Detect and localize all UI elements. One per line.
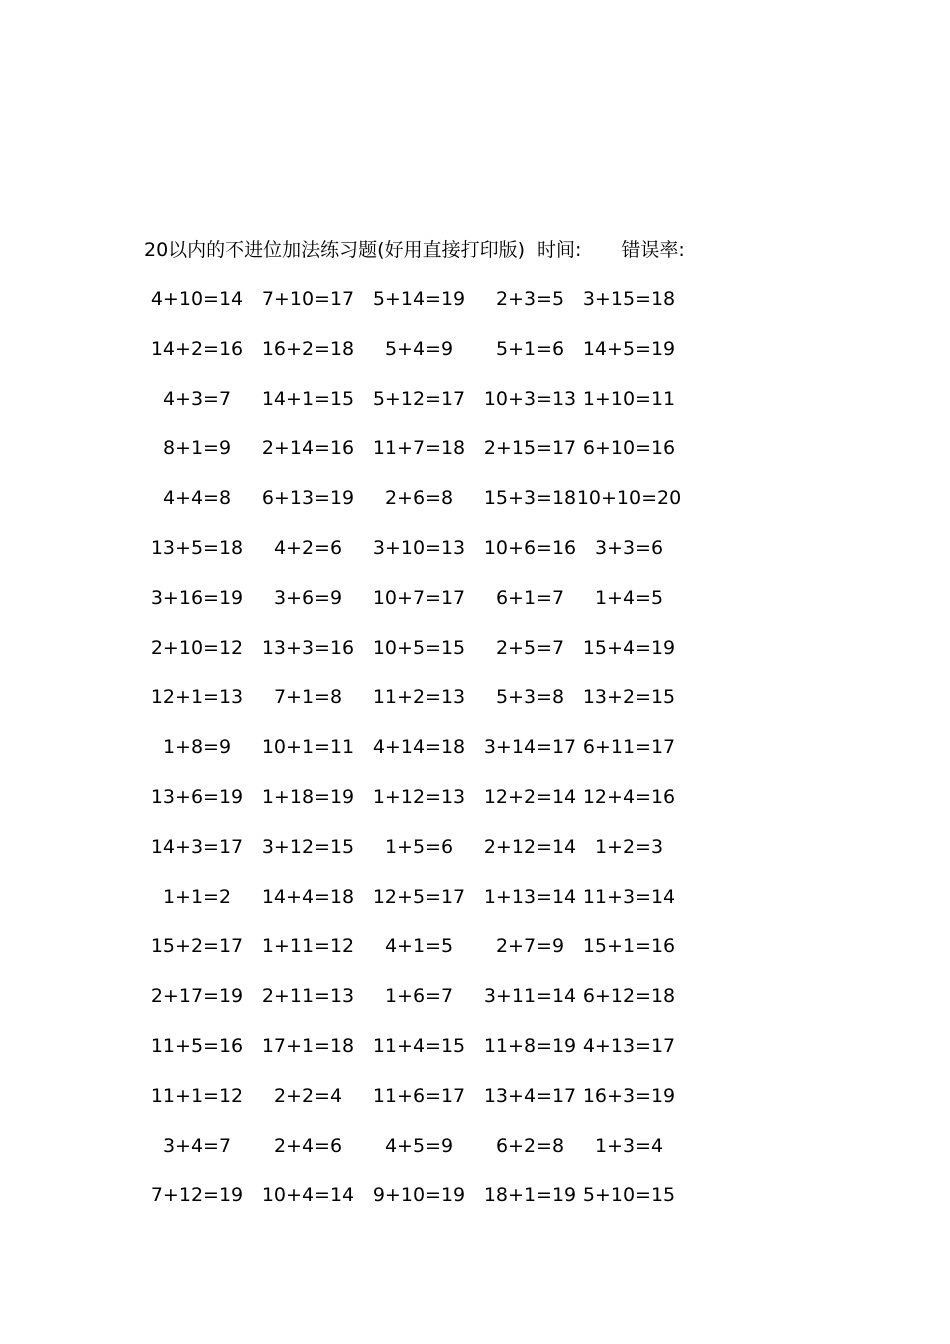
addition-problem: 11+7=18 — [372, 437, 466, 459]
addition-problem: 2+12=14 — [483, 836, 577, 858]
addition-problem: 1+11=12 — [261, 935, 355, 957]
problem-row — [0, 334, 950, 364]
addition-problem: 1+18=19 — [261, 786, 355, 808]
addition-problem: 14+2=16 — [150, 338, 244, 360]
addition-problem: 16+2=18 — [261, 338, 355, 360]
addition-problem: 6+1=7 — [495, 587, 565, 609]
addition-problem: 1+5=6 — [384, 836, 454, 858]
addition-problem: 13+2=15 — [582, 686, 676, 708]
addition-problem: 5+3=8 — [495, 686, 565, 708]
addition-problem: 2+15=17 — [483, 437, 577, 459]
addition-problem: 7+12=19 — [150, 1184, 244, 1206]
addition-problem: 4+5=9 — [384, 1135, 454, 1157]
problem-row — [0, 782, 950, 812]
addition-problem: 14+4=18 — [261, 886, 355, 908]
addition-problem: 2+2=4 — [273, 1085, 343, 1107]
addition-problem: 10+10=20 — [576, 487, 682, 509]
addition-problem: 11+8=19 — [483, 1035, 577, 1057]
problem-row — [0, 682, 950, 712]
addition-problem: 3+15=18 — [582, 288, 676, 310]
addition-problem: 15+2=17 — [150, 935, 244, 957]
addition-problem: 2+4=6 — [273, 1135, 343, 1157]
problem-row — [0, 284, 950, 314]
problem-row — [0, 1031, 950, 1061]
problem-row — [0, 981, 950, 1011]
addition-problem: 14+1=15 — [261, 388, 355, 410]
problem-row — [0, 1081, 950, 1111]
addition-problem: 1+2=3 — [594, 836, 664, 858]
addition-problem: 1+10=11 — [582, 388, 676, 410]
addition-problem: 10+6=16 — [483, 537, 577, 559]
problem-row — [0, 732, 950, 762]
problem-row — [0, 633, 950, 663]
addition-problem: 11+1=12 — [150, 1085, 244, 1107]
problem-row — [0, 433, 950, 463]
addition-problem: 2+14=16 — [261, 437, 355, 459]
problem-row — [0, 931, 950, 961]
addition-problem: 11+5=16 — [150, 1035, 244, 1057]
problem-row — [0, 384, 950, 414]
addition-problem: 15+3=18 — [483, 487, 577, 509]
addition-problem: 13+6=19 — [150, 786, 244, 808]
addition-problem: 4+2=6 — [273, 537, 343, 559]
addition-problem: 7+10=17 — [261, 288, 355, 310]
addition-problem: 5+14=19 — [372, 288, 466, 310]
problem-row — [0, 583, 950, 613]
addition-problem: 6+2=8 — [495, 1135, 565, 1157]
addition-problem: 3+12=15 — [261, 836, 355, 858]
addition-problem: 10+4=14 — [261, 1184, 355, 1206]
addition-problem: 16+3=19 — [582, 1085, 676, 1107]
addition-problem: 5+12=17 — [372, 388, 466, 410]
addition-problem: 10+7=17 — [372, 587, 466, 609]
addition-problem: 15+1=16 — [582, 935, 676, 957]
addition-problem: 3+14=17 — [483, 736, 577, 758]
addition-problem: 4+13=17 — [582, 1035, 676, 1057]
addition-problem: 7+1=8 — [273, 686, 343, 708]
addition-problem: 4+4=8 — [162, 487, 232, 509]
addition-problem: 3+6=9 — [273, 587, 343, 609]
addition-problem: 15+4=19 — [582, 637, 676, 659]
addition-problem: 4+14=18 — [372, 736, 466, 758]
problem-row — [0, 1180, 950, 1210]
addition-problem: 6+10=16 — [582, 437, 676, 459]
addition-problem: 8+1=9 — [162, 437, 232, 459]
addition-problem: 13+4=17 — [483, 1085, 577, 1107]
addition-problem: 2+6=8 — [384, 487, 454, 509]
addition-problem: 2+3=5 — [495, 288, 565, 310]
addition-problem: 12+2=14 — [483, 786, 577, 808]
addition-problem: 18+1=19 — [483, 1184, 577, 1206]
problem-row — [0, 483, 950, 513]
addition-problem: 14+3=17 — [150, 836, 244, 858]
addition-problem: 3+4=7 — [162, 1135, 232, 1157]
addition-problem: 3+11=14 — [483, 985, 577, 1007]
addition-problem: 1+6=7 — [384, 985, 454, 1007]
addition-problem: 1+4=5 — [594, 587, 664, 609]
addition-problem: 5+1=6 — [495, 338, 565, 360]
addition-problem: 3+10=13 — [372, 537, 466, 559]
addition-problem: 14+5=19 — [582, 338, 676, 360]
addition-problem: 6+13=19 — [261, 487, 355, 509]
problem-row — [0, 533, 950, 563]
addition-problem: 6+11=17 — [582, 736, 676, 758]
addition-problem: 12+5=17 — [372, 886, 466, 908]
addition-problem: 12+1=13 — [150, 686, 244, 708]
addition-problem: 4+3=7 — [162, 388, 232, 410]
time-label: 时间: — [537, 239, 582, 261]
addition-problem: 2+5=7 — [495, 637, 565, 659]
addition-problem: 1+1=2 — [162, 886, 232, 908]
addition-problem: 2+7=9 — [495, 935, 565, 957]
addition-problem: 2+17=19 — [150, 985, 244, 1007]
addition-problem: 11+6=17 — [372, 1085, 466, 1107]
addition-problem: 10+3=13 — [483, 388, 577, 410]
addition-problem: 3+3=6 — [594, 537, 664, 559]
addition-problem: 13+5=18 — [150, 537, 244, 559]
addition-problem: 11+3=14 — [582, 886, 676, 908]
worksheet-title: 20以内的不进位加法练习题(好用直接打印版) — [144, 239, 526, 261]
error-rate-label: 错误率: — [621, 239, 685, 261]
addition-problem: 5+10=15 — [582, 1184, 676, 1206]
addition-problem: 1+12=13 — [372, 786, 466, 808]
addition-problem: 5+4=9 — [384, 338, 454, 360]
addition-problem: 2+10=12 — [150, 637, 244, 659]
addition-problem: 1+3=4 — [594, 1135, 664, 1157]
addition-problem: 11+4=15 — [372, 1035, 466, 1057]
addition-problem: 4+1=5 — [384, 935, 454, 957]
addition-problem: 17+1=18 — [261, 1035, 355, 1057]
addition-problem: 12+4=16 — [582, 786, 676, 808]
addition-problem: 10+1=11 — [261, 736, 355, 758]
addition-problem: 9+10=19 — [372, 1184, 466, 1206]
addition-problem: 1+13=14 — [483, 886, 577, 908]
addition-problem: 11+2=13 — [372, 686, 466, 708]
addition-problem: 2+11=13 — [261, 985, 355, 1007]
addition-problem: 6+12=18 — [582, 985, 676, 1007]
problem-row — [0, 832, 950, 862]
addition-problem: 1+8=9 — [162, 736, 232, 758]
problem-row — [0, 882, 950, 912]
addition-problem: 3+16=19 — [150, 587, 244, 609]
addition-problem: 13+3=16 — [261, 637, 355, 659]
addition-problem: 10+5=15 — [372, 637, 466, 659]
problem-row — [0, 1131, 950, 1161]
addition-problem: 4+10=14 — [150, 288, 244, 310]
